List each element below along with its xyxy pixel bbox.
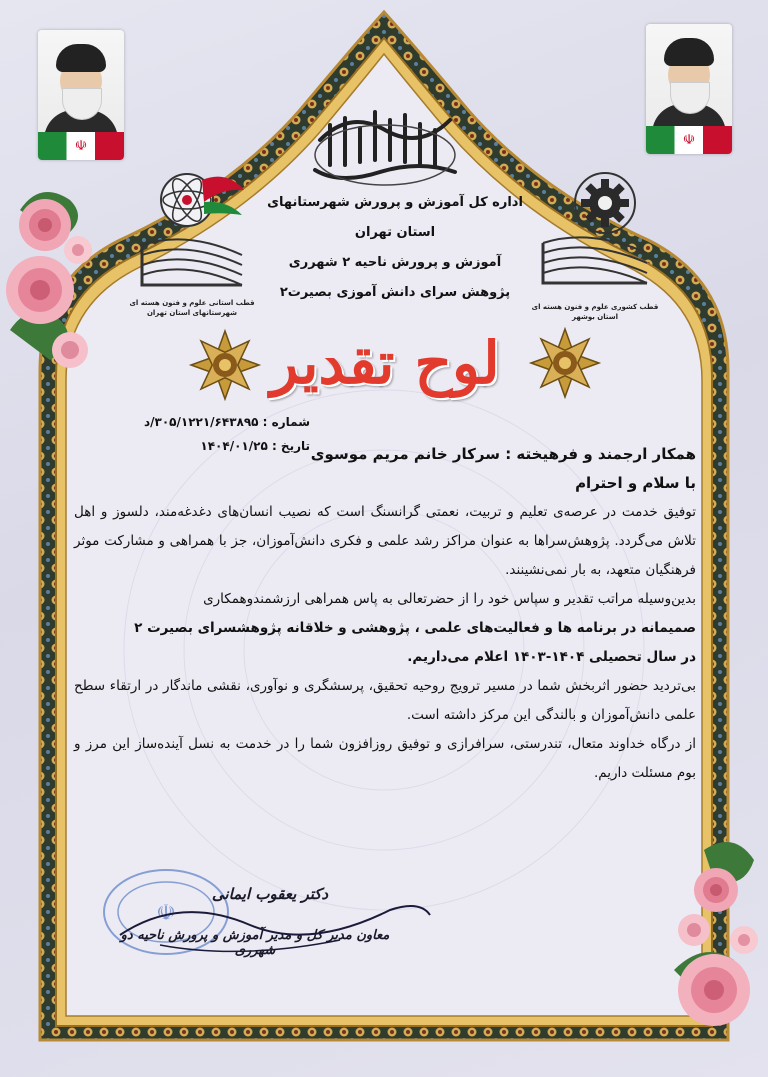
header-line-1: اداره کل آموزش و پرورش شهرستانهای استان تهران xyxy=(267,195,523,240)
left-logo-caption-line2: شهرستانهای استان تهران xyxy=(146,309,238,317)
certificate-title: لوح تقدیر xyxy=(270,329,500,397)
left-logo-caption-line1: قطب استانی علوم و فنون هسته ای xyxy=(129,299,255,307)
header-line-2: آموزش و پرورش ناحیه ۲ شهرری xyxy=(288,255,502,270)
greeting-line: با سلام و احترام xyxy=(575,474,696,492)
header-line-3: پژوهش سرای دانش آموزی بصیرت۲ xyxy=(279,285,511,300)
paragraph-4: از درگاه خداوند متعال، تندرستی، سرافرازی و توفیق روزافزون شما را در خدمت به نسل آینده‌ساز این مرز و بوم مسئلت داریم. xyxy=(74,736,696,781)
header-block xyxy=(250,188,540,308)
addressee-line: همکار ارجمند و فرهیخته : سرکار خانم مریم موسوی xyxy=(310,445,696,463)
right-roses-decoration-icon xyxy=(654,820,764,1050)
left-logo-caption xyxy=(127,298,257,318)
svg-text:☫: ☫ xyxy=(156,901,176,926)
left-roses-decoration-icon xyxy=(0,170,110,400)
right-portrait: ☫ xyxy=(646,24,732,154)
right-logo-caption-line1: قطب کشوری علوم و فنون هسته ای xyxy=(531,303,659,311)
certificate-body xyxy=(74,440,696,788)
signatory-name: دکتر یعقوب ایمانی xyxy=(211,885,329,903)
right-star-ornament-icon xyxy=(528,326,602,400)
paragraph-2-line-b: صمیمانه در برنامه ها و فعالیت‌های علمی ، پژوهشی و خلاقانه پژوهشسرای بصیرت ۲ xyxy=(134,620,696,636)
paragraph-2-line-a: بدین‌وسیله مراتب تقدیر و سپاس خود را از حضرتعالی به پاس همراهی ارزشمندوهمکاری xyxy=(203,591,696,607)
letter-date: تاریخ : ۱۴۰۴/۰۱/۲۵ xyxy=(200,439,310,453)
right-nuclear-logo-icon xyxy=(535,158,655,298)
left-nuclear-logo-icon xyxy=(132,160,252,300)
bismillah-calligraphy-icon xyxy=(300,100,470,195)
paragraph-3: بی‌تردید حضور اثربخش شما در مسیر ترویج روحیه تحقیق، پرسشگری و نوآوری، نقشی ماندگار در ارتقاء سطح علمی دانش‌آموزان و بالندگی این مرکز داشته است. xyxy=(74,678,696,723)
paragraph-1: توفیق خدمت در عرصه‌ی تعلیم و تربیت، نعمتی گرانسنگ است که نصیب انسان‌های دغدغه‌مند، دلسوز و اهل تلاش می‌گردد. پژوهش‌سراها به عنوان مراکز رشد علمی و فکری دانش‌آموزان، جز با همراهی و مشارکت موثر فرهنگیان متعهد، به بار نمی‌نشینند. xyxy=(74,504,696,578)
left-portrait: ☫ xyxy=(38,30,124,160)
right-logo-caption-line2: استان بوشهر xyxy=(571,313,619,321)
paragraph-2-line-c: در سال تحصیلی ۱۴۰۴-۱۴۰۳ اعلام می‌داریم. xyxy=(407,649,696,665)
right-logo-caption xyxy=(530,302,660,322)
letter-number: شماره : ۳۰۵/۱۲۲۱/۶۴۳۸۹۵/د xyxy=(143,415,310,429)
signatory-title: معاون مدیر کل و مدیر آموزش و پرورش ناحیه دو شهرری xyxy=(120,928,390,958)
